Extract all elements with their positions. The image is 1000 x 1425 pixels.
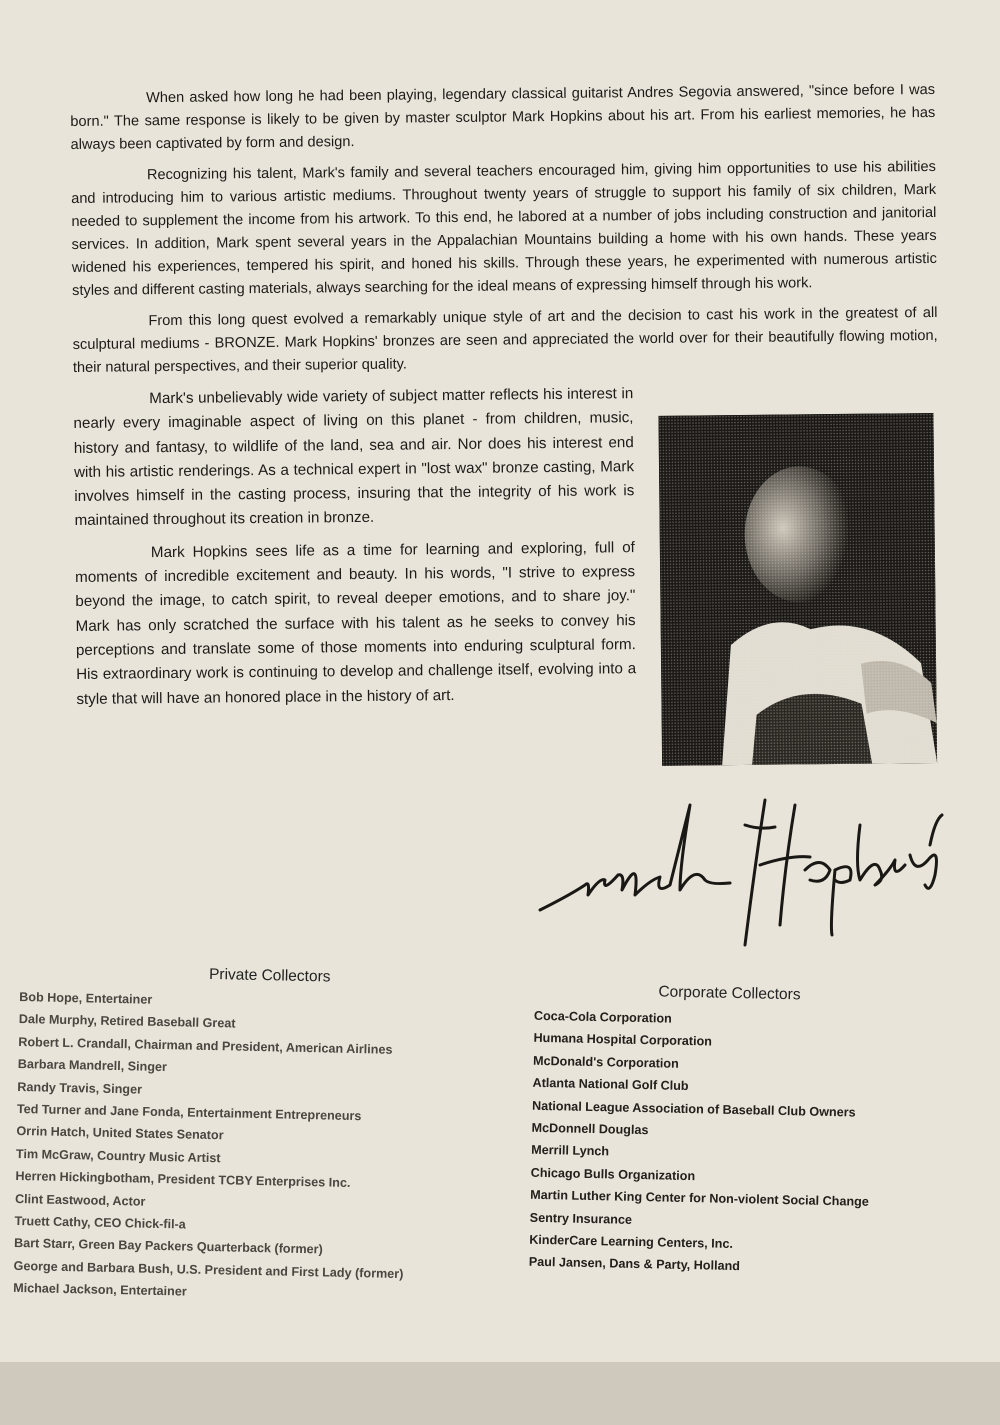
list-item: Merrill Lynch (531, 1143, 610, 1159)
list-item: Truett Cathy, CEO Chick-fil-a (14, 1214, 186, 1232)
list-item: KinderCare Learning Centers, Inc. (529, 1232, 734, 1252)
list-item: Coca-Cola Corporation (533, 1008, 672, 1026)
list-item: Martin Luther King Center for Non-violent Social Change (530, 1187, 869, 1210)
list-item: Paul Jansen, Dans & Party, Holland (528, 1255, 741, 1274)
corporate-collectors-heading: Corporate Collectors (658, 983, 801, 1004)
list-item: McDonnell Douglas (531, 1120, 649, 1138)
corporate-collectors (529, 981, 925, 1282)
list-item: Ted Turner and Jane Fonda, Entertainment Entrepreneurs (16, 1102, 362, 1124)
list-item: National League Association of Baseball Club Owners (531, 1098, 856, 1120)
list-item: Bob Hope, Entertainer (19, 989, 153, 1007)
list-item: Bart Starr, Green Bay Packers Quarterback (former) (13, 1236, 323, 1257)
artist-photo (658, 413, 937, 766)
list-item: Orrin Hatch, United States Senator (16, 1124, 224, 1143)
bio-paragraph: Recognizing his talent, Mark's family and several teachers encouraged him, giving him opportunities to use his abilities and introducing him to various artistic mediums. Throughout twenty years of struggle to support his family of six children, Mark needed to supplement the income from his artwork. To this end, he labored at a number of jobs including construction and janitorial services. In addition, Mark spent several years in the Appalachian Mountains building a home with his own hands. These years widened his experiences, tempered his spirit, and honed his skills. Through these years, he experimented with numerous artistic styles and different casting materials, always searching for the ideal means of expressing himself through his work. (71, 158, 937, 299)
signature (530, 785, 950, 955)
bio-paragraph: Mark Hopkins sees life as a time for learning and exploring, full of moments of incredible excitement and beauty. In his words, "I strive to express beyond the image, to catch spirit, to reveal deeper emotions, and to share joy." Mark has only scratched the surface with his talent as he seeks to convey his perceptions and translate some of those moments into enduring sculptural form. His extraordinary work is continuing to develop and challenge itself, evolving into a style that will have an honored place in the history of art. (75, 538, 637, 708)
list-item: Herren Hickingbotham, President TCBY Enterprises Inc. (15, 1169, 351, 1191)
list-item: George and Barbara Bush, U.S. President and First Lady (former) (13, 1258, 404, 1281)
bio-paragraph: Mark's unbelievably wide variety of subject matter reflects his interest in nearly every imaginable aspect of living on this planet - from children, music, history and fantasy, to wildlife of the land, sea and air. Nor does his interest end with his artistic renderings. As a technical expert in "lost wax" bronze casting, Mark involves himself in the casting process, insuring that the integrity of his work is maintained throughout its creation in bronze. (73, 385, 635, 530)
bio-paragraph: From this long quest evolved a remarkably unique style of art and the decision to cast his work in the greatest of all sculptural mediums - BRONZE. Mark Hopkins' bronzes are seen and appreciated the world over for their beautifully flowing motion, their natural perspectives, and their superior quality. (72, 304, 938, 376)
list-item: Atlanta National Golf Club (532, 1075, 689, 1094)
left-column (73, 382, 636, 712)
list-item: Clint Eastwood, Actor (14, 1191, 146, 1209)
list-item: Dale Murphy, Retired Baseball Great (18, 1012, 236, 1031)
collectors-section (13, 962, 920, 1321)
list-item: Robert L. Crandall, Chairman and President, American Airlines (18, 1034, 393, 1057)
list-item: Michael Jackson, Entertainer (13, 1281, 187, 1299)
list-item: McDonald's Corporation (532, 1053, 679, 1071)
list-item: Tim McGraw, Country Music Artist (15, 1146, 221, 1166)
biography (70, 79, 942, 720)
list-item: Humana Hospital Corporation (533, 1031, 713, 1049)
private-collectors-list (13, 986, 519, 1310)
background-surface (0, 1362, 1000, 1425)
list-item: Chicago Bulls Organization (530, 1165, 696, 1184)
private-collectors-heading: Private Collectors (208, 965, 331, 986)
list-item: Sentry Insurance (529, 1210, 633, 1227)
list-item: Barbara Mandrell, Singer (17, 1057, 168, 1075)
bio-paragraph: When asked how long he had been playing, legendary classical guitarist Andres Segovia answered, "since before I was born." The same response is likely to be given by master sculptor Mark Hopkins about his art. From his earliest memories, he has always been captivated by form and design. (70, 81, 936, 153)
artist-portrait-image (658, 413, 937, 766)
corporate-collectors-list (529, 1005, 925, 1282)
signature-image (530, 785, 950, 955)
private-collectors (13, 962, 520, 1310)
list-item: Randy Travis, Singer (17, 1079, 143, 1097)
